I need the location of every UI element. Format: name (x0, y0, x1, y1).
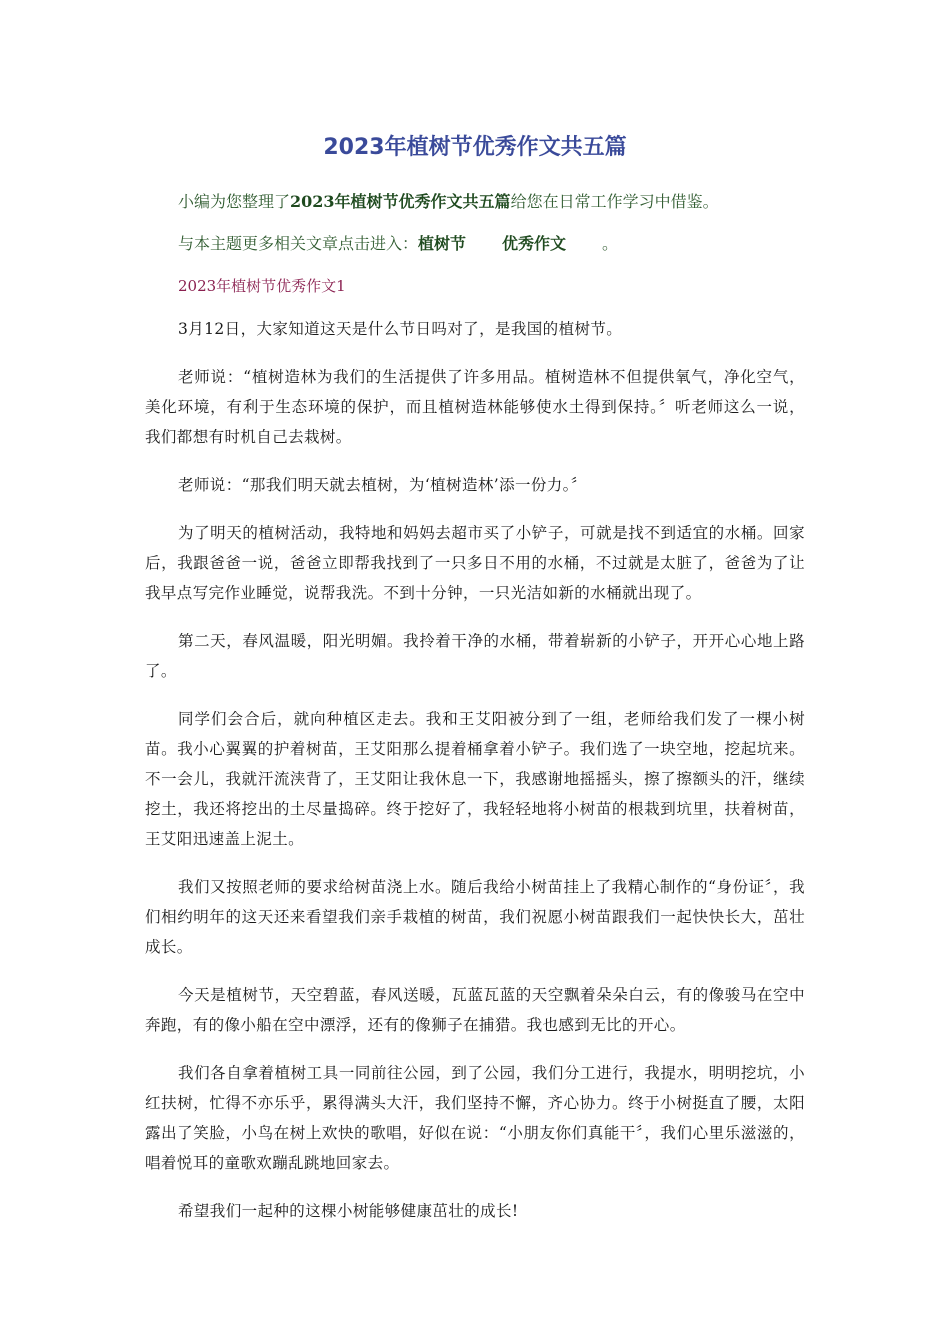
related-label: 与本主题更多相关文章点击进入： (178, 234, 419, 253)
paragraph: 3月12日，大家知道这天是什么节日吗对了，是我国的植树节。 (178, 320, 623, 338)
section-heading: 2023年植树节优秀作文1 (178, 277, 346, 295)
paragraph: 第二天，春风温暖，阳光明媚。我拎着干净的水桶，带着崭新的小铲子，开开心心地上路了。 (145, 632, 805, 680)
intro-suffix: 给您在日常工作学习中借鉴。 (510, 192, 719, 211)
document-page (145, 128, 805, 1244)
paragraph: 为了明天的植树活动，我特地和妈妈去超市买了小铲子，可就是找不到适宜的水桶。回家后，我跟爸爸一说，爸爸立即帮我找到了一只多日不用的水桶，不过就是太脏了，爸爸为了让我早点写完作业睡觉，说帮我洗。不到十分钟，一只光洁如新的水桶就出现了。 (145, 524, 805, 602)
paragraph: 我们各自拿着植树工具一同前往公园，到了公园，我们分工进行，我提水，明明挖坑，小红扶树，忙得不亦乐乎，累得满头大汗，我们坚持不懈，齐心协力。终于小树挺直了腰，太阳露出了笑脸，小鸟在树上欢快的歌唱，好似在说：“小朋友你们真能干〞，我们心里乐滋滋的，唱着悦耳的童歌欢蹦乱跳地回家去。 (145, 1064, 805, 1172)
intro-line (145, 186, 805, 218)
related-link-excellent-essay[interactable]: 优秀作文 (502, 234, 567, 253)
related-link-tree-day[interactable]: 植树节 (418, 234, 467, 253)
paragraph: 今天是植树节，天空碧蓝，春风送暖，瓦蓝瓦蓝的天空飘着朵朵白云，有的像骏马在空中奔跑，有的像小船在空中漂浮，还有的像狮子在捕猎。我也感到无比的开心。 (145, 986, 805, 1034)
paragraph: 我们又按照老师的要求给树苗浇上水。随后我给小树苗挂上了我精心制作的“身份证〞，我们相约明年的这天还来看望我们亲手栽植的树苗，我们祝愿小树苗跟我们一起快快长大，茁壮成长。 (145, 878, 805, 956)
paragraph: 老师说：“植树造林为我们的生活提供了许多用品。植树造林不但提供氧气，净化空气，美化环境，有利于生态环境的保护，而且植树造林能够使水土得到保持。〞听老师这么一说，我们都想有时机自己去栽树。 (145, 368, 805, 446)
intro-highlight: 2023年植树节优秀作文共五篇 (290, 192, 511, 211)
paragraph: 老师说：“那我们明天就去植树，为‘植树造林’添一份力。〞 (178, 476, 587, 494)
document-title: 2023年植树节优秀作文共五篇 (323, 135, 627, 160)
paragraph: 同学们会合后，就向种植区走去。我和王艾阳被分到了一组，老师给我们发了一棵小树苗。我小心翼翼的护着树苗，王艾阳那么提着桶拿着小铲子。我们选了一块空地，挖起坑来。不一会儿，我就汗流浃背了，王艾阳让我休息一下，我感谢地摇摇头，擦了擦额头的汗，继续挖土，我还将挖出的土尽量捣碎。终于挖好了，我轻轻地将小树苗的根栽到坑里，扶着树苗，王艾阳迅速盖上泥土。 (145, 710, 805, 848)
paragraph: 希望我们一起种的这棵小树能够健康茁壮的成长! (178, 1202, 519, 1220)
related-links-line (145, 228, 805, 260)
intro-prefix: 小编为您整理了 (178, 192, 291, 211)
related-end: 。 (602, 234, 619, 253)
